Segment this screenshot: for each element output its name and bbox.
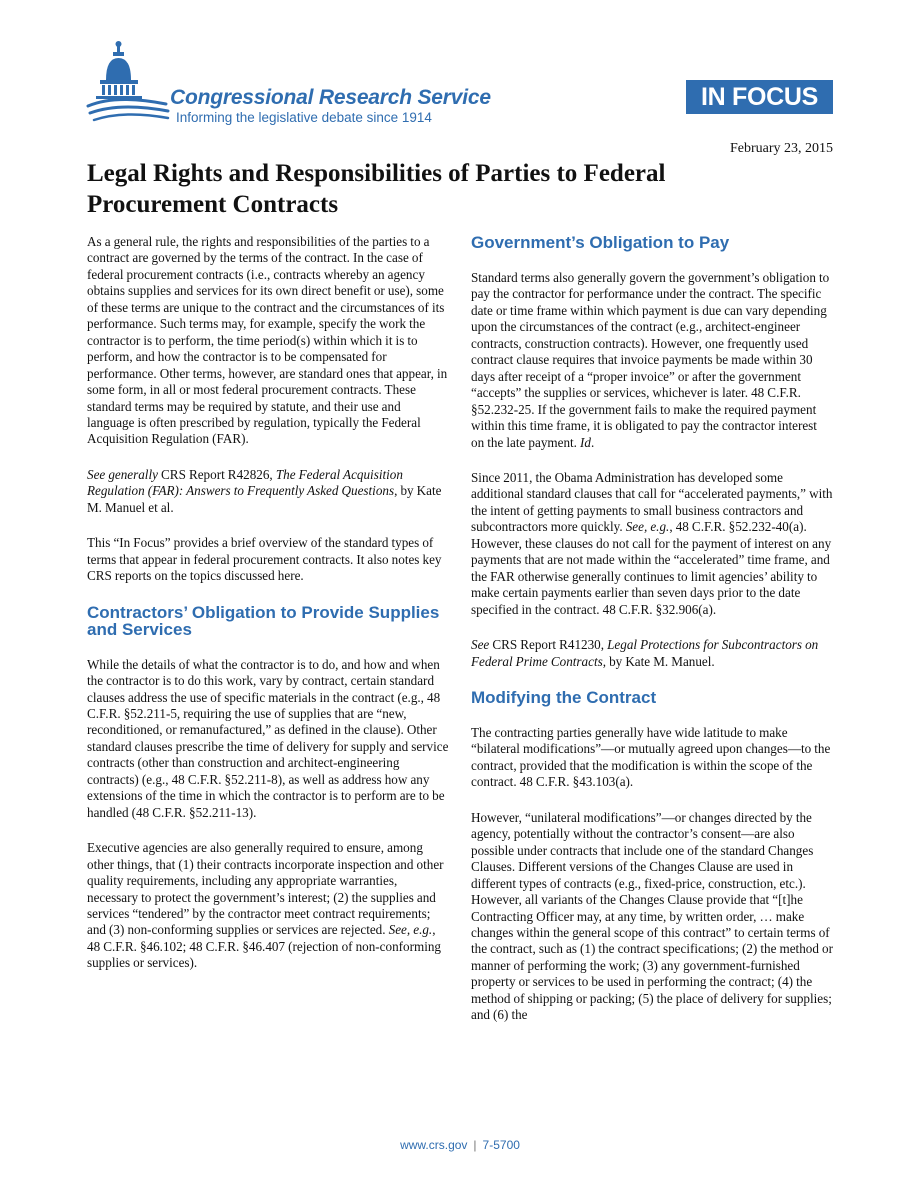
in-focus-badge: IN FOCUS: [686, 80, 833, 114]
footer-report-number: 7-5700: [482, 1138, 520, 1152]
see-signal: See: [471, 637, 490, 653]
report-reference: CRS Report R42826,: [157, 466, 276, 482]
section-heading-contractor-obligation: Contractors’ Obligation to Provide Supplies and Services: [87, 602, 440, 639]
id-signal: Id: [580, 434, 591, 450]
accelerated-payments-text: Since 2011, the Obama Administration has developed some additional standard clauses that call for “accelerated payments,” with the intent of getting payments to small business contractors and subcontractors more quickly.: [471, 469, 833, 535]
publication-date: February 23, 2015: [729, 141, 833, 156]
see-generally-signal: See generally: [87, 466, 158, 482]
see-eg-signal: See, e.g.: [625, 519, 670, 535]
capitol-dome-icon: [86, 40, 170, 128]
section-heading-government-pay: Government’s Obligation to Pay: [471, 233, 730, 252]
report-author: , by Kate M. Manuel et al.: [87, 483, 442, 515]
accelerated-payments-paragraph: [471, 470, 833, 618]
document-title: Legal Rights and Responsibilities of Parties to Federal Procurement Contracts: [87, 160, 666, 218]
left-column: [87, 234, 449, 991]
quality-requirements-text: Executive agencies are also generally required to ensure, among other things, that (1) their contracts incorporate inspection and other quality requirements, including any appropriate warranties, necessary to protect the government’s interest; (2) the supplies and services “tendered” by the contractor meet contract requirements; and (3) non-conforming supplies or services are rejected.: [87, 840, 444, 938]
intro-paragraph: As a general rule, the rights and responsibilities of the parties to a contract are governed by the terms of the contract. In the case of federal procurement contracts (i.e., contracts whereby an agency obtains supplies and services for its own direct benefit or use), some of these terms are unique to the contract and the circumstances of its performance. Such terms may, for example, specify the work the contractor is to perform, the time period(s) within which it is to perform, and how the contractor is to be compensated for performance. Other terms, however, are standard ones that appear, in some form, in all or most federal procurement contracts. These standard terms may be required by statute, and their use and language is often prescribed by regulation, typically the Federal Acquisition Regulation (FAR).: [87, 234, 448, 447]
org-name: Congressional Research Service: [170, 86, 491, 109]
subcontractor-report-paragraph: [471, 637, 833, 670]
quality-requirements-paragraph: [87, 840, 449, 972]
report-title: Legal Protections for Subcontractors on Federal Prime Contracts: [471, 637, 819, 669]
footer-url[interactable]: www.crs.gov: [400, 1138, 468, 1152]
section-heading-modifying-contract: Modifying the Contract: [471, 687, 657, 707]
org-tagline: Informing the legislative debate since 1914: [176, 110, 432, 125]
see-eg-signal: See, e.g.: [388, 922, 433, 938]
payment-text: Standard terms also generally govern the government’s obligation to pay the contractor for performance under the contract. The specific date or time frame within which payment is due can vary depending upon the circumstances of the contract (e.g., architect-engineer contracts, construction contracts). However, one frequently used contract clause requires that invoice payments be made within 30 days after receipt of a “proper invoice” or after the government “accepts” the supplies or services, whichever is later. 48 C.F.R. §52.232-25. If the government fails to make the required payment within this time frame, it is obligated to pay the contractor interest on the late payment.: [471, 270, 830, 450]
see-generally-paragraph: [87, 467, 449, 516]
footer-separator: |: [473, 1138, 477, 1152]
contractor-obligation-paragraph: While the details of what the contractor is to do, and how and when the contractor is to do this work, vary by contract, certain standard clauses address the use of specific materials in the contract (e.g., 48 C.F.R. §52.211-5, requiring the use of supplies that are “new, reconditioned, or remanufactured,” as defined in the clause). Other standard clauses prescribe the time of delivery for supply and service contracts (other than construction and architect-engineering contracts) (e.g., 48 C.F.R. §52.211-8), as well as address how any extensions of the time in which the contractor is to perform are to be handled (48 C.F.R. §52.211-13).: [87, 656, 449, 820]
unilateral-modifications-paragraph: However, “unilateral modifications”—or changes directed by the agency, potentially without the contractor’s consent—are also possible under contracts that include one of the standard Changes Clauses. Different versions of the Changes Clause are used in different types of contracts (e.g., fixed-price, construction, etc.). However, all variants of the Changes Clause provide that “[t]he Contracting Officer may, at any time, by written order, … make changes within the general scope of this contract” to certain terms of the contract, such as (1) the contract specifications; (2) the method or manner of performing the work; (3) any government-furnished property or services to be used in performing the contract; (4) the method of shipping or packing; (5) the place of delivery for supplies; and (6) the: [471, 809, 833, 1023]
payment-end: .: [591, 434, 595, 450]
accelerated-payments-citations: , 48 C.F.R. §52.232-40(a). However, these clauses do not call for the payment of interest on any payments that are not made within the “accelerated” time frame, and the FAR otherwise generally continues to limit agencies’ ability to make certain payments earlier than seven days prior to the date specified in the contract. 48 C.F.R. §32.906(a).: [471, 519, 832, 617]
right-column: [471, 234, 833, 1043]
page-footer: [0, 1138, 920, 1152]
report-reference: CRS Report R41230,: [489, 637, 608, 653]
report-title: The Federal Acquisition Regulation (FAR): Answers to Frequently Asked Questions: [87, 466, 403, 499]
quality-citations: , 48 C.F.R. §46.102; 48 C.F.R. §46.407 (rejection of non-conforming supplies or services).: [87, 922, 441, 971]
overview-paragraph: This “In Focus” provides a brief overview of the standard types of terms that appear in federal procurement contracts. It also notes key CRS reports on the topics discussed here.: [87, 535, 442, 584]
payment-paragraph: [471, 270, 833, 451]
report-author: , by Kate M. Manuel.: [602, 653, 715, 669]
bilateral-modifications-paragraph: The contracting parties generally have wide latitude to make “bilateral modifications”—or mutually agreed upon changes—to the contract, provided that the modification is within the scope of the contract. 48 C.F.R. §43.103(a).: [471, 724, 831, 790]
